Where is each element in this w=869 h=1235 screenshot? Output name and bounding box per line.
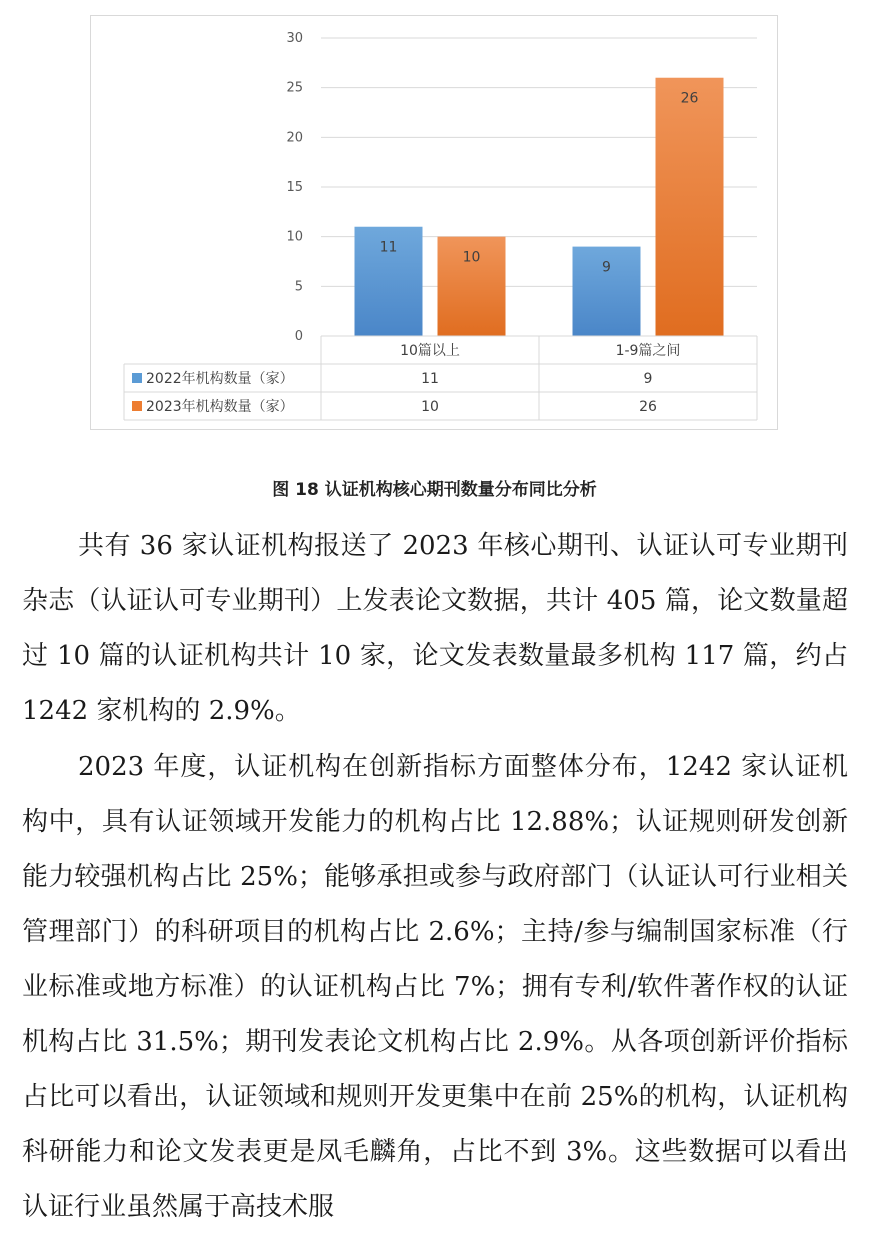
legend-key — [132, 401, 142, 411]
legend-label: 2023年机构数量（家） — [146, 399, 294, 415]
y-tick-label: 25 — [286, 80, 303, 96]
category-label: 1-9篇之间 — [615, 343, 681, 359]
figure-caption: 图 18 认证机构核心期刊数量分布同比分析 — [272, 480, 597, 500]
bars — [355, 78, 724, 336]
y-tick-label: 15 — [286, 180, 303, 195]
y-tick-label: 30 — [286, 31, 303, 46]
table-cell: 10 — [421, 399, 439, 415]
data-label: 11 — [379, 239, 398, 256]
legend-key — [132, 373, 142, 383]
data-label: 9 — [602, 259, 611, 276]
bar-chart — [91, 16, 779, 431]
y-tick-label: 10 — [286, 229, 303, 245]
y-tick-label: 0 — [294, 329, 303, 344]
data-label: 26 — [680, 90, 699, 107]
data-label: 10 — [462, 249, 481, 266]
category-label: 10篇以上 — [400, 343, 460, 359]
table-cell: 26 — [639, 399, 657, 415]
legend-label: 2022年机构数量（家） — [146, 371, 294, 387]
chart-frame — [90, 15, 778, 430]
body-paragraph-2: 2023 年度，认证机构在创新指标方面整体分布，1242 家认证机构中，具有认证领域开发能力的机构占比 12.88%；认证规则研发创新能力较强机构占比 25%；能够承担或参与政府部门（认证认可行业相关管理部门）的科研项目的机构占比 2.6%；主持/参与编制国家标准（行业标准或地方标准）的认证机构占比 7%；拥有专利/软件著作权的认证机构占比 31.5%；期刊发表论文机构占比 2.9%。从各项创新评价指标占比可以看出，认证领域和规则开发更集中在前 25%的机构，认证机构科研能力和论文发表更是凤毛麟角，占比不到 3%。这些数据可以看出认证行业虽然属于高技术服 — [22, 752, 848, 1222]
table-cell: 9 — [643, 371, 653, 387]
data-table — [124, 336, 757, 420]
y-tick-label: 5 — [294, 279, 303, 295]
bar-2-2 — [656, 78, 724, 336]
body-paragraph-1: 共有 36 家认证机构报送了 2023 年核心期刊、认证认可专业期刊杂志（认证认可专业期刊）上发表论文数据，共计 405 篇，论文数量超过 10 篇的认证机构共计 10 家，论文发表数量最多机构 117 篇，约占 1242 家机构的 2.9%。 — [22, 531, 848, 726]
y-tick-label: 20 — [286, 130, 303, 146]
table-cell: 11 — [421, 371, 439, 387]
